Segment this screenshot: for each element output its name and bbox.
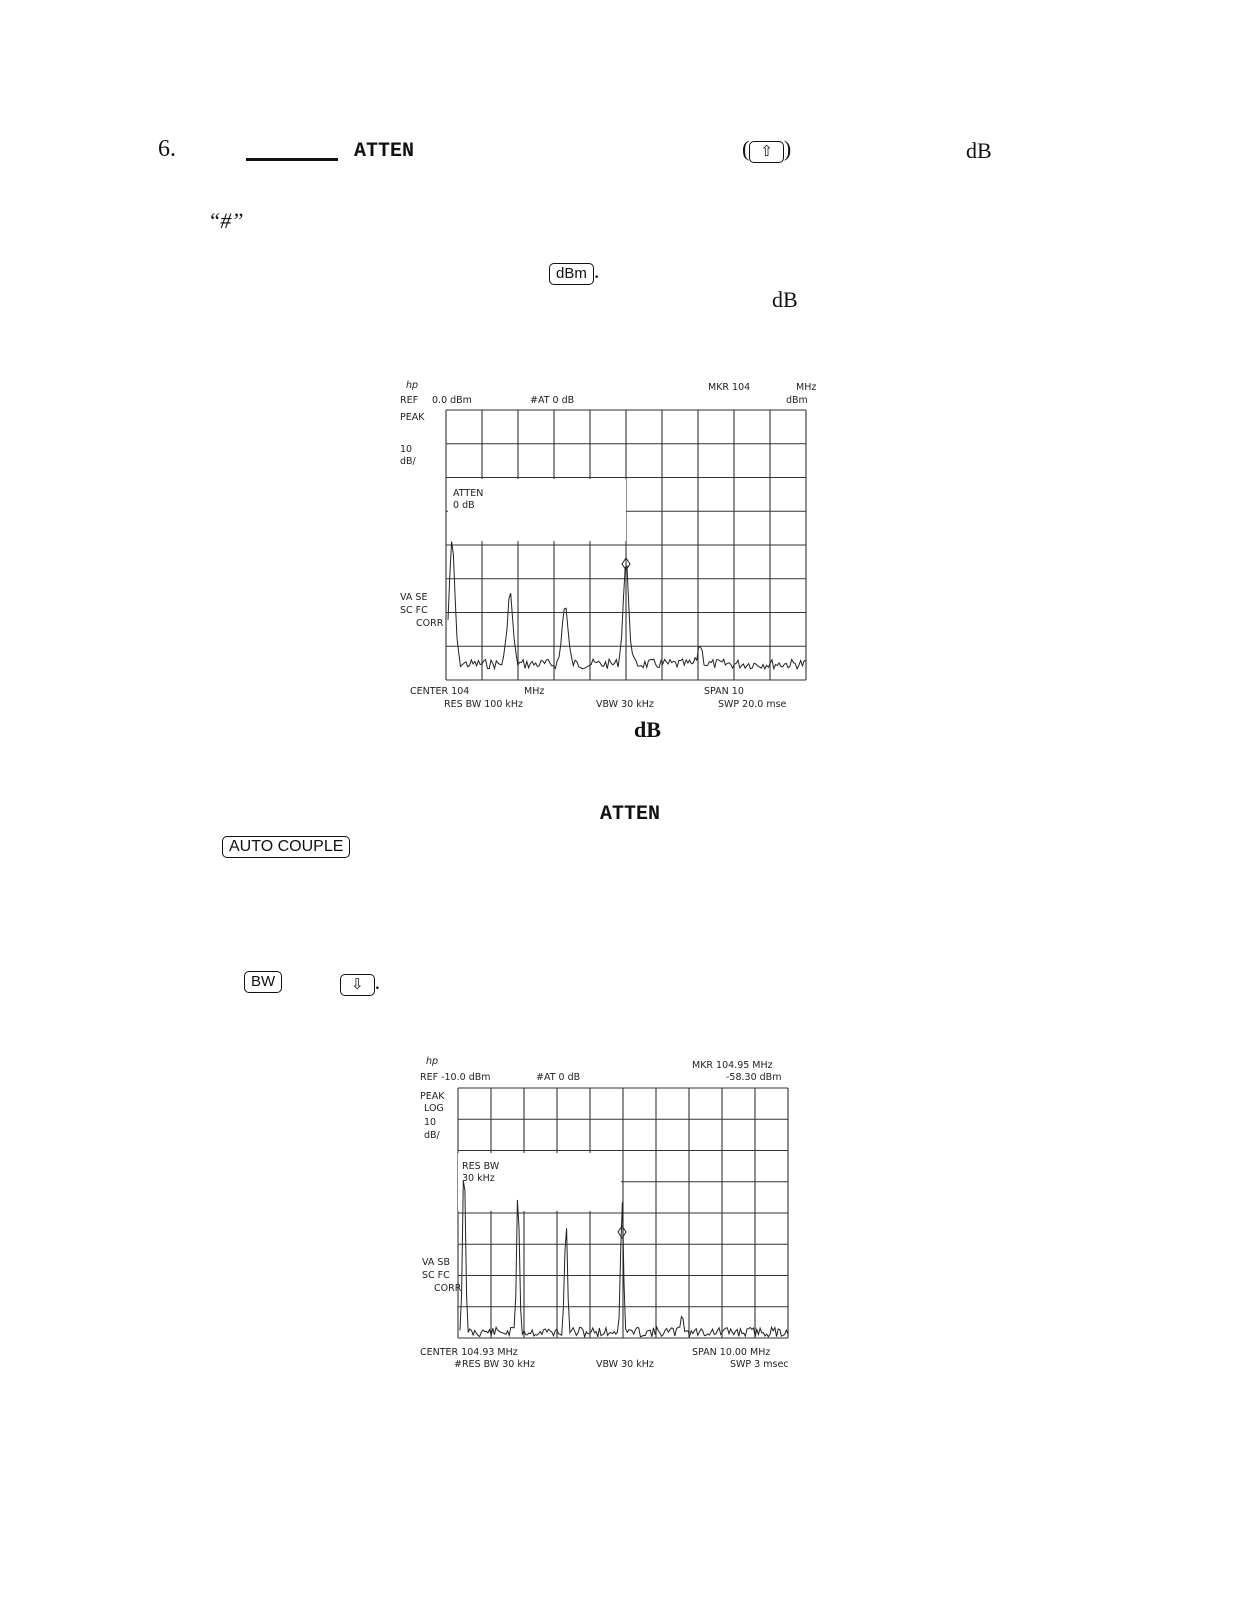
left-label-2a: PEAK: [420, 1091, 445, 1102]
span-2: SPAN 10.00 MHz: [692, 1347, 771, 1358]
bw-key: [244, 971, 282, 993]
auto-couple-key-label: AUTO COUPLE: [222, 836, 350, 858]
hash-symbol: “#”: [208, 208, 244, 233]
auto-couple-key: [222, 836, 350, 858]
spectrum-trace-1: [448, 542, 806, 669]
marker-diamond-2: [618, 1226, 626, 1238]
left-label-2f: SC FC: [422, 1270, 450, 1281]
mkr-level-2: -58.30 dBm: [726, 1072, 782, 1083]
db-unit-2: dB: [772, 287, 798, 312]
down-arrow-key: ⇩ .: [340, 969, 380, 996]
atten-readout-2: #AT 0 dB: [536, 1072, 581, 1083]
mkr-2: MKR 104.95 MHz: [692, 1060, 773, 1071]
db-unit: dB: [966, 138, 992, 163]
left-label-2c: 10: [424, 1117, 437, 1128]
atten-softkey-label: ATTEN: [354, 140, 415, 163]
analyzer-screen-1: [400, 374, 820, 714]
left-label-2b: LOG: [424, 1103, 444, 1114]
atten-softkey-label-2: ATTEN: [600, 803, 661, 826]
left-label-2g: CORR: [434, 1283, 462, 1294]
step-number: 6.: [158, 136, 176, 162]
dbm-key-label: dBm: [549, 263, 594, 285]
swp-1: SWP 20.0 mse: [718, 699, 787, 710]
ref-1: REF: [400, 395, 419, 406]
res-bw-2: #RES BW 30 kHz: [454, 1359, 535, 1370]
screen-2-svg: [420, 1052, 800, 1377]
atten-box-label-1: ATTEN: [453, 488, 484, 499]
ref-2: REF -10.0 dBm: [420, 1072, 491, 1083]
vbw-1: VBW 30 kHz: [596, 699, 654, 710]
dbm-key: dBm .: [549, 258, 599, 285]
span-1: SPAN 10: [704, 686, 744, 697]
res-bw-1: RES BW 100 kHz: [444, 699, 524, 710]
up-arrow-key: ( ⇧ ): [742, 136, 792, 161]
ref-value-1: 0.0 dBm: [432, 395, 472, 406]
atten-box-value-1: 0 dB: [453, 500, 475, 511]
up-arrow-icon: ⇧: [749, 141, 784, 163]
graticule-1: [446, 410, 806, 680]
down-arrow-icon: ⇩: [340, 974, 375, 996]
figure1-caption: dB: [634, 717, 661, 742]
mkr-level-unit-1: dBm: [786, 395, 808, 406]
left-label-1e: SC FC: [400, 605, 428, 616]
mkr-1: MKR 104: [708, 382, 751, 393]
atten-readout-1: #AT 0 dB: [530, 395, 575, 406]
vbw-2: VBW 30 kHz: [596, 1359, 654, 1370]
hp-logo-2: hp: [426, 1056, 439, 1067]
center-2: CENTER 104.93 MHz: [420, 1347, 518, 1358]
bw-key-label: BW: [244, 971, 282, 993]
res-bw-box-value-2: 30 kHz: [462, 1173, 495, 1184]
center-1: CENTER 104: [410, 686, 470, 697]
center-unit-1: MHz: [524, 686, 545, 697]
left-label-1d: VA SE: [400, 592, 428, 603]
analyzer-screen-2: [420, 1052, 800, 1377]
swp-2: SWP 3 msec: [730, 1359, 789, 1370]
left-label-2d: dB/: [424, 1130, 440, 1141]
left-label-1a: PEAK: [400, 412, 425, 423]
left-label-1c: dB/: [400, 456, 416, 467]
blank-underline: [246, 158, 338, 161]
left-label-2e: VA SB: [422, 1257, 450, 1268]
res-bw-box-label-2: RES BW: [462, 1161, 500, 1172]
screen-1-svg: [400, 374, 820, 714]
left-label-1b: 10: [400, 444, 413, 455]
mkr-unit-1: MHz: [796, 382, 817, 393]
left-label-1f: CORR: [416, 618, 444, 629]
hp-logo-1: hp: [406, 380, 419, 391]
